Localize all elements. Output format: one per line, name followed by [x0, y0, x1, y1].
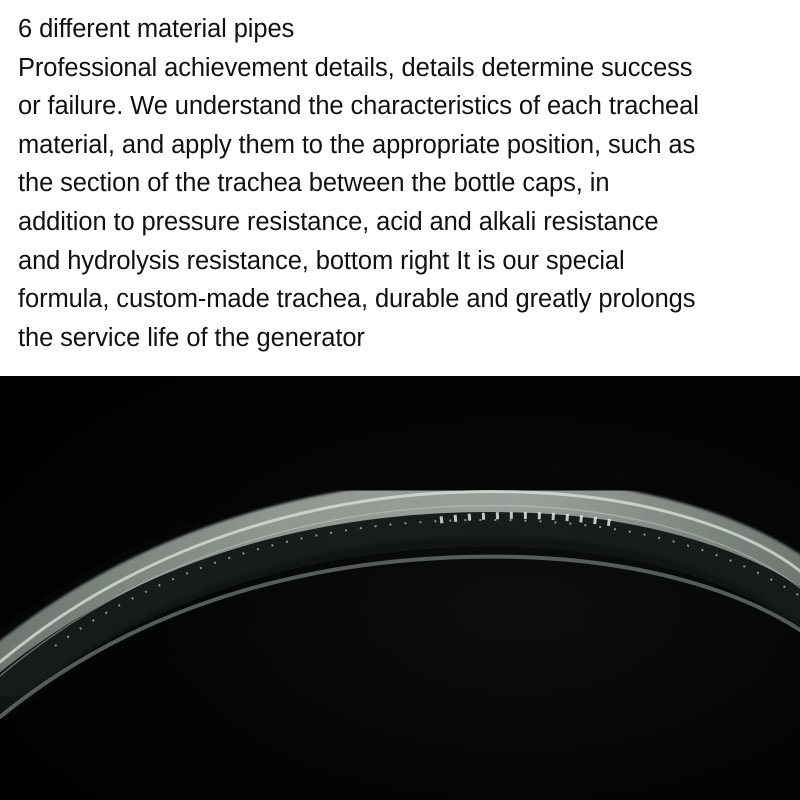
description-line-2: or failure. We understand the characteristics of each tracheal	[18, 92, 699, 121]
description-line-1: Professional achievement details, details determine success	[18, 53, 693, 82]
clear-hose-image	[0, 376, 800, 800]
section-title: 6 different material pipes	[18, 15, 295, 43]
description-line-7: formula, custom-made trachea, durable and greatly prolongs	[18, 285, 696, 314]
description-line-6: and hydrolysis resistance, bottom right It is our special	[18, 246, 625, 275]
description-line-5: addition to pressure resistance, acid and alkali resistance	[18, 207, 659, 236]
hose-product-photo	[0, 376, 800, 800]
description-line-4: the section of the trachea between the bottle caps, in	[18, 169, 610, 198]
product-description-block	[18, 10, 793, 357]
description-line-8: the service life of the generator	[18, 323, 365, 352]
description-line-3: material, and apply them to the appropriate position, such as	[18, 130, 696, 159]
